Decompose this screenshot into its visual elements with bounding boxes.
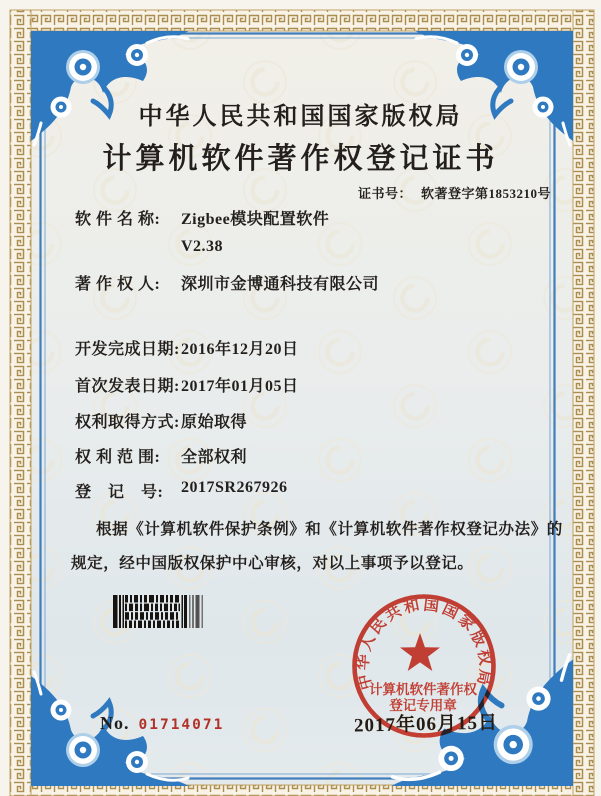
- barcode: [113, 595, 205, 628]
- rights-scope-value: 全部权利: [181, 449, 248, 466]
- seal-text-line2: 登记专用章: [389, 698, 457, 713]
- field-label: 首次发表日期:: [75, 378, 180, 395]
- field-row-copyright-holder: [75, 271, 379, 294]
- field-row-software-name: [75, 206, 329, 260]
- statement-line-1: 根据《计算机软件保护条例》和《计算机软件著作权登记办法》的: [96, 521, 563, 538]
- certificate-number-line: [358, 183, 551, 202]
- dev-complete-date-value: 2016年12月20日: [181, 341, 299, 358]
- statement-line-2: 规定，经中国版权保护中心审核，对以上事项予以登记。: [71, 555, 474, 572]
- field-row-registration-number: [75, 479, 287, 502]
- certificate-number-label: 证书号：: [358, 186, 413, 201]
- field-row-rights-acquisition: [75, 409, 247, 432]
- seal-ring-text: 中华人民共和国国家版权局: [354, 596, 494, 692]
- serial-number: 01714071: [138, 717, 225, 733]
- field-label: 著 作 权 人:: [75, 276, 161, 293]
- issue-date: 2017年06月15日: [353, 712, 499, 737]
- field-row-first-publish-date: [75, 373, 299, 396]
- certificate-title: 计算机软件著作权登记证书: [102, 143, 499, 175]
- field-label: 软 件 名 称:: [75, 211, 161, 228]
- field-row-rights-scope: [75, 444, 247, 467]
- rights-acquisition-value: 原始取得: [181, 414, 248, 431]
- first-publish-date-value: 2017年01月05日: [181, 378, 299, 395]
- seal-star-icon: [400, 633, 440, 671]
- certificate-number-value: 软著登字第1853210号: [421, 186, 552, 201]
- seal-text-line1: 计算机软件著作权: [369, 682, 477, 697]
- field-label: 开发完成日期:: [75, 341, 180, 358]
- serial-label: No.: [100, 713, 130, 733]
- registration-number-value: 2017SR267926: [181, 479, 288, 496]
- copyright-holder-value: 深圳市金博通科技有限公司: [181, 276, 380, 293]
- software-version-value: V2.38: [181, 238, 224, 255]
- field-label: 权利取得方式:: [75, 414, 180, 431]
- svg-text:中华人民共和国国家版权局: [353, 595, 495, 692]
- serial-number-line: [100, 713, 224, 734]
- authority-title: 中华人民共和国国家版权局: [138, 104, 463, 130]
- field-row-dev-complete-date: [75, 336, 299, 359]
- field-label: 权 利 范 围:: [75, 449, 161, 466]
- field-label: 登 记 号:: [75, 484, 164, 501]
- software-name-value: Zigbee模块配置软件: [181, 211, 330, 228]
